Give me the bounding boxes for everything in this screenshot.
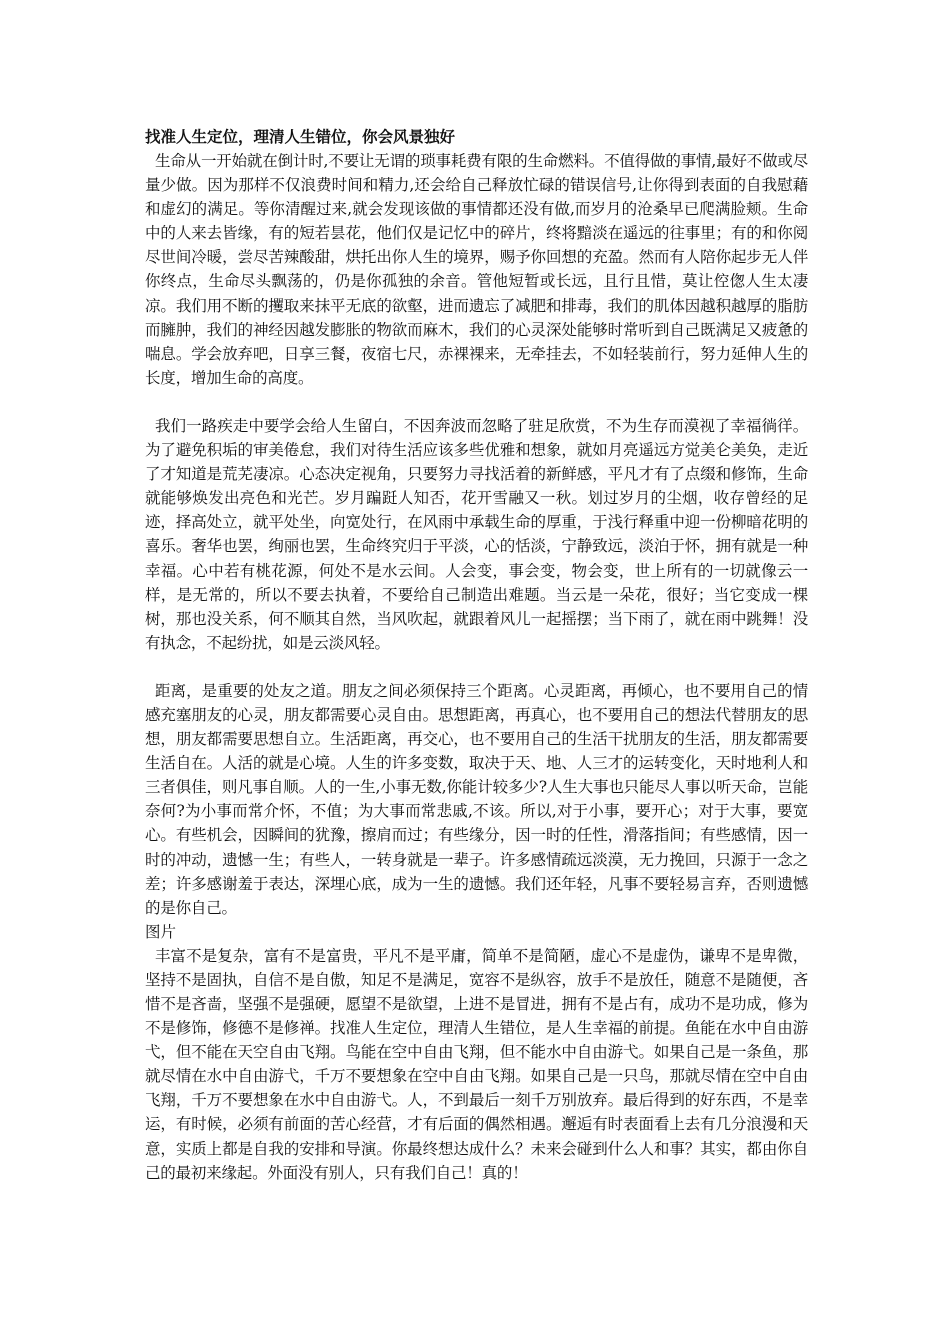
document-title: 找准人生定位，理清人生错位，你会风景独好 [145, 128, 456, 146]
paragraph-life-countdown: 生命从一开始就在倒计时,不要让无谓的琐事耗费有限的生命燃料。不值得做的事情,最好不做或尽量少做。因为那样不仅浪费时间和精力,还会给自己释放忙碌的错误信号,让你得到表面的自我慰藉和虚幻的满足。等你清醒过来,就会发现该做的事情都还没有做,而岁月的沧桑早已爬满脸颊。生命中的人来去皆缘，有的短若昙花，他们仅是记忆中的碎片，终将黯淡在遥远的往事里；有的和你阅尽世间冷暖，尝尽苦辣酸甜，烘托出你人生的境界，赐予你回想的充盈。然而有人陪你起步无人伴你终点，生命尽头飘荡的，仍是你孤独的余音。管他短暂或长远，且行且惜，莫让倥偬人生太凄凉。我们用不断的攫取来抹平无底的欲壑，进而遗忘了减肥和排毒，我们的肌体因越积越厚的脂肪而臃肿，我们的神经因越发膨胀的物欲而麻木，我们的心灵深处能够时常听到自己既满足又疲惫的喘息。学会放弃吧，日享三餐，夜宿七尺，赤裸裸来，无牵挂去，不如轻装前行，努力延伸人生的长度，增加生命的高度。 [145, 152, 808, 387]
paragraph-spacer [145, 390, 808, 414]
paragraph-final: 丰富不是复杂，富有不是富贵，平凡不是平庸，简单不是简陋，虚心不是虚伪，谦卑不是卑微，坚持不是固执，自信不是自傲，知足不是满足，宽容不是纵容，放手不是放任，随意不是随便，吝惜不是吝啬，坚强不是强硬，愿望不是欲望，上进不是冒进，拥有不是占有，成功不是功成，修为不是修饰，修德不是修禅。找准人生定位，理清人生错位，是人生幸福的前提。鱼能在水中自由游弋，但不能在天空自由飞翔。鸟能在空中自由飞翔，但不能水中自由游弋。如果自己是一条鱼，那就尽情在水中自由游弋，千万不要想象在空中自由飞翔。如果自己是一只鸟，那就尽情在空中自由飞翔，千万不要想象在水中自由游弋。人，不到最后一刻千万别放弃。最后得到的好东西，不是幸运，有时候，必须有前面的苦心经营，才有后面的偶然相遇。邂逅有时表面看上去有几分浪漫和天意，实质上都是自我的安排和导演。你最终想达成什么？未来会碰到什么人和事？其实，都由你自己的最初来缘起。外面没有别人，只有我们自己！真的！ [145, 946, 808, 1182]
paragraph-leave-blank: 我们一路疾走中要学会给人生留白，不因奔波而忽略了驻足欣赏，不为生存而漠视了幸福徜徉。为了避免积垢的审美倦怠，我们对待生活应该多些优雅和想象，就如月亮遥远方觉美仑美奂，走近了才知道是荒芜凄凉。心态决定视角，只要努力寻找活着的新鲜感，平凡才有了点缀和修饰，生命就能够焕发出亮色和光芒。岁月蹁跹人知否，花开雪融又一秋。划过岁月的尘烟，收存曾经的足迹，择高处立，就平处坐，向宽处行，在风雨中承载生命的厚重，于浅行释重中迎一份柳暗花明的喜乐。奢华也罢，绚丽也罢，生命终究归于平淡，心的恬淡，宁静致远，淡泊于怀，拥有就是一种幸福。心中若有桃花源，何处不是水云间。人会变，事会变，物会变，世上所有的一切就像云一样，是无常的，所以不要去执着，不要给自己制造出难题。当云是一朵花，很好；当它变成一棵树，那也没关系，何不顺其自然，当风吹起，就跟着风儿一起摇摆；当下雨了，就在雨中跳舞！没有执念，不起纷扰，如是云淡风轻。 [145, 416, 808, 652]
document-page [145, 125, 808, 1185]
paragraph-spacer [145, 655, 808, 679]
paragraph-distance: 距离，是重要的处友之道。朋友之间必须保持三个距离。心灵距离，再倾心，也不要用自己的情感充塞朋友的心灵，朋友都需要心灵自由。思想距离，再真心，也不要用自己的想法代替朋友的思想，朋友都需要思想自立。生活距离，再交心，也不要用自己的生活干扰朋友的生活，朋友都需要生活自在。人活的就是心境。人生的许多变数，取决于天、地、人三才的运转变化，天时地利人和三者俱佳，则凡事自顺。人的一生,小事无数,你能计较多少?人生大事也只能尽人事以听天命，岂能奈何?为小事而常介怀，不值；为大事而常悲戚,不该。所以,对于小事，要开心；对于大事，要宽心。有些机会，因瞬间的犹豫，擦肩而过；有些缘分，因一时的任性，滑落指间；有些感情，因一时的冲动，遗憾一生；有些人，一转身就是一辈子。许多感情疏远淡漠，无力挽回，只源于一念之差；许多感谢羞于表达，深埋心底，成为一生的遗憾。我们还年轻，凡事不要轻易言弃，否则遗憾的是你自己。 [145, 681, 808, 917]
image-label: 图片 [145, 922, 177, 941]
